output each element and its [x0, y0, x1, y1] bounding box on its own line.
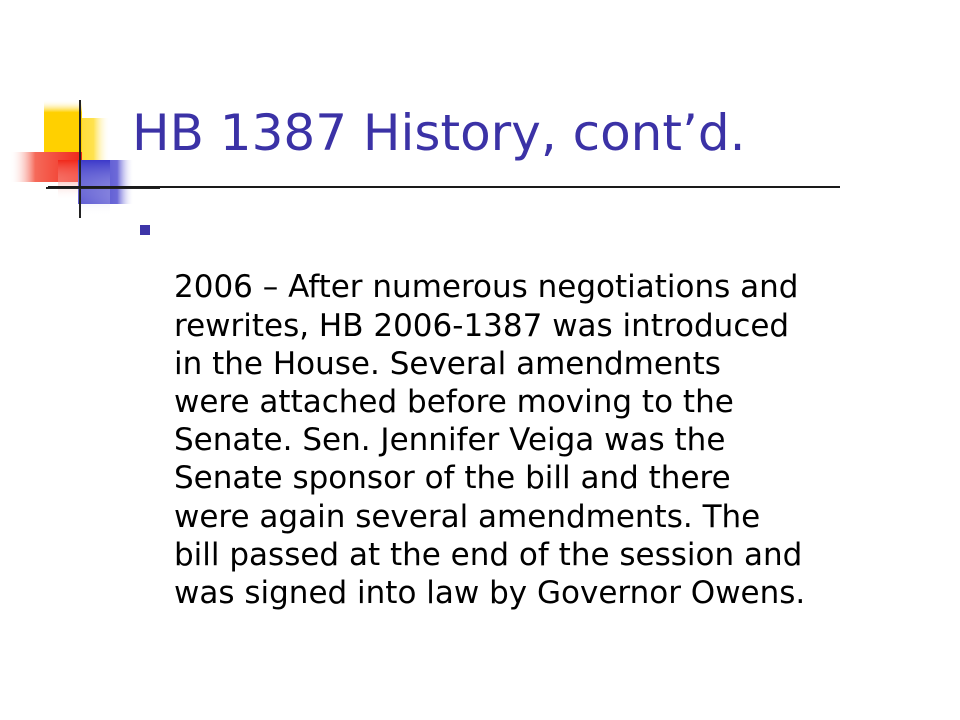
- bullet-list: [140, 192, 940, 612]
- square-bullet-icon: [140, 225, 150, 235]
- list-item: [140, 192, 940, 612]
- title-divider: [48, 186, 840, 188]
- slide-title: HB 1387 History, cont’d.: [132, 104, 746, 162]
- bullet-text: 2006 – After numerous negotiations and rewrites, HB 2006-1387 was introduced in the House. Several amendments were attached before moving to the Senate. Sen. Jennifer Veiga was the Senate sponsor of the bill and there were again several amendments. The bill passed at the end of the session and was signed into law by Governor Owens.: [174, 269, 806, 612]
